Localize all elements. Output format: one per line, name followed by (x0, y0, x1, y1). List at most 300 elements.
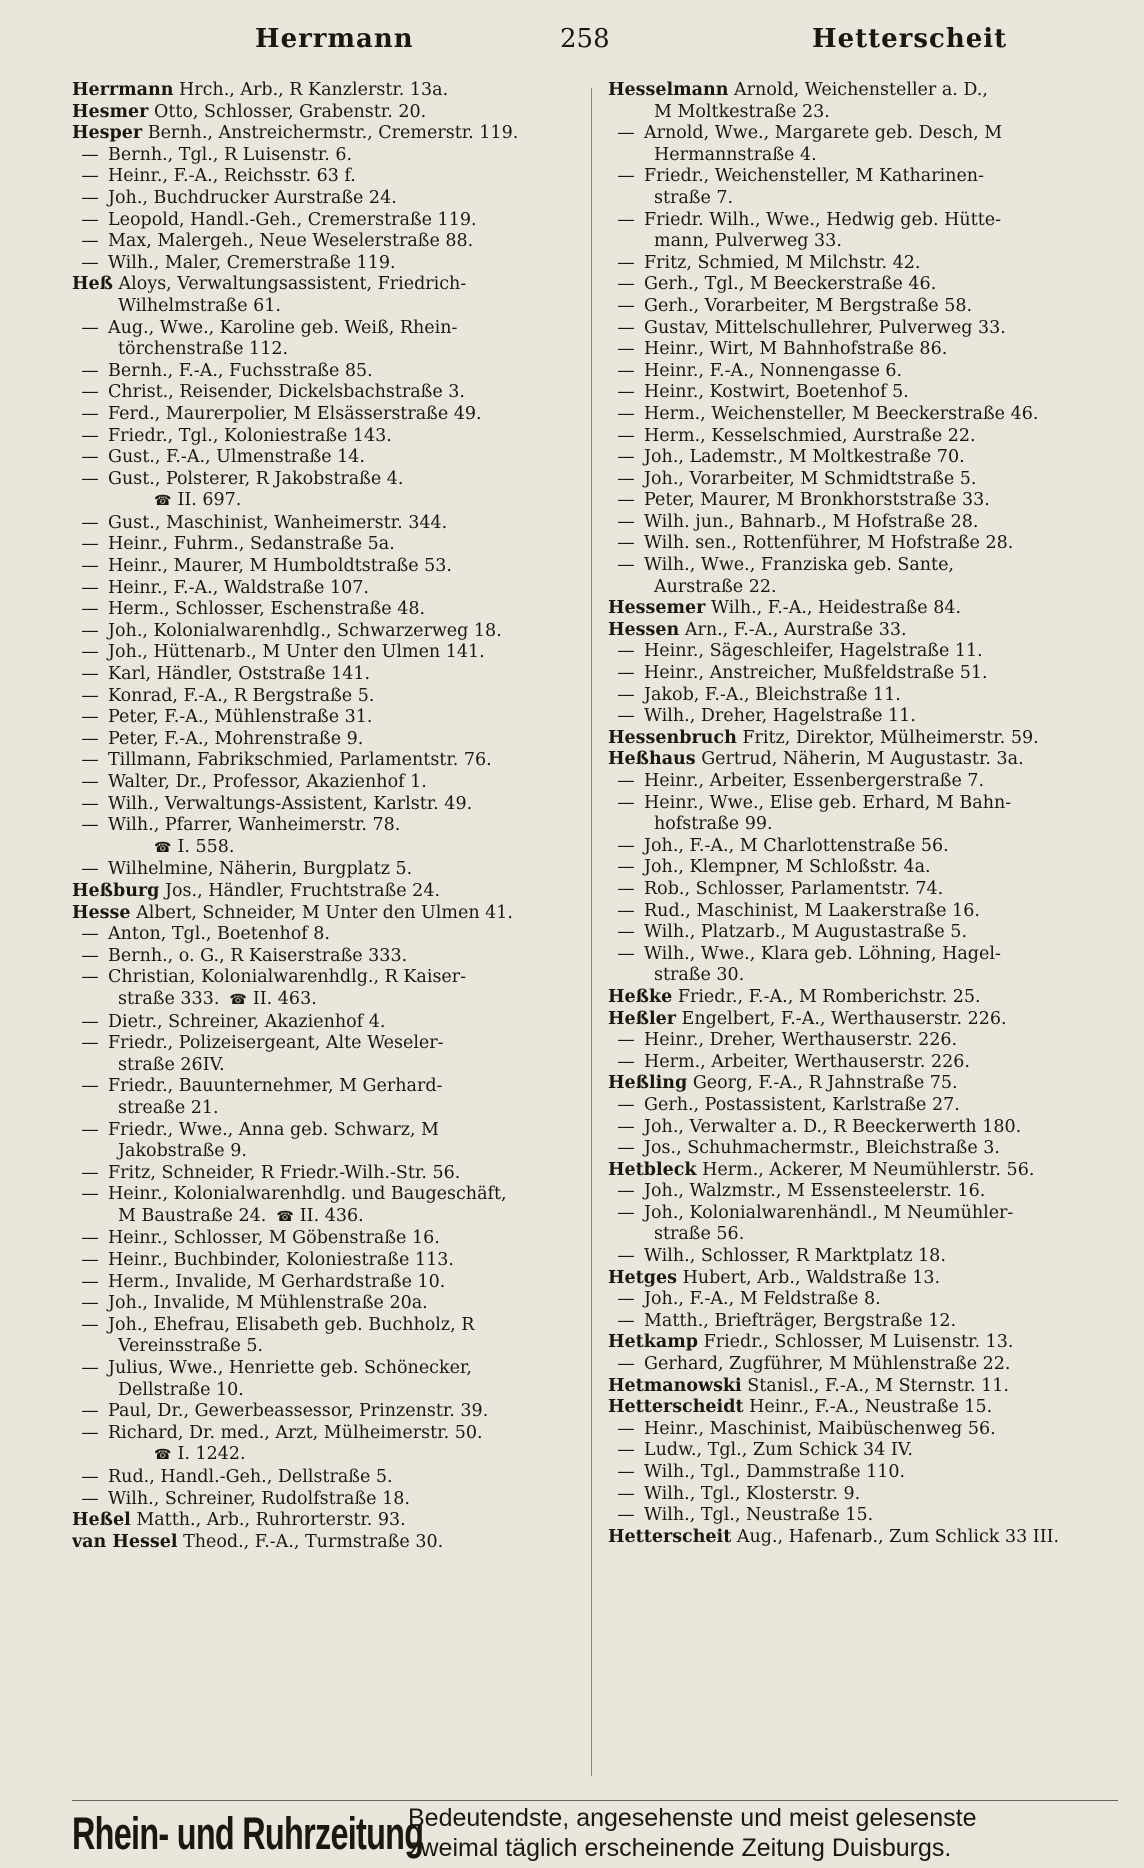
directory-entry (72, 837, 576, 860)
entry-text: Christian, Kolonialwarenhdlg., R Kaiser- (108, 967, 467, 988)
repeat-dash: — (81, 1033, 99, 1054)
entry-text: Friedr., F.-A., M Romberichstr. 25. (677, 986, 981, 1007)
phone-number: I. 1242. (177, 1444, 246, 1465)
entry-text: Jakob, F.-A., Bleichstraße 11. (644, 684, 901, 705)
repeat-dash: — (617, 771, 635, 791)
entry-text: Joh., F.-A., M Feldstraße 8. (644, 1289, 881, 1310)
entry-text: Otto, Schlosser, Grabenstr. 20. (153, 101, 427, 122)
repeat-dash: — (617, 425, 635, 446)
repeat-dash: — (81, 468, 99, 489)
repeat-dash: — (617, 1462, 635, 1482)
directory-entry (608, 706, 1118, 728)
surname: Heßhaus (608, 749, 696, 770)
entry-text: Herm., Invalide, M Gerhardstraße 10. (108, 1271, 446, 1292)
surname: Hesper (72, 123, 143, 144)
page-number: 258 (560, 24, 610, 54)
entry-text: M Baustraße 24. (118, 1205, 267, 1226)
directory-entry (608, 490, 1118, 512)
repeat-dash: — (81, 707, 99, 728)
repeat-dash: — (81, 1488, 99, 1509)
repeat-dash: — (617, 684, 635, 705)
repeat-dash: — (617, 900, 635, 921)
repeat-dash: — (81, 1076, 99, 1097)
directory-entry (608, 166, 1118, 188)
telephone-icon: ☎ (154, 839, 172, 856)
entry-text: Fritz, Direktor, Mülheimerstr. 59. (742, 727, 1039, 748)
directory-entry (608, 1246, 1118, 1268)
directory-entry (608, 1160, 1118, 1182)
entry-text: mann, Pulverweg 33. (654, 231, 842, 252)
entry-text: Joh., Kolonialwarenhdlg., Schwarzerweg 18. (108, 620, 502, 641)
entry-text: Peter, Maurer, M Bronkhorststraße 33. (644, 490, 990, 511)
repeat-dash: — (81, 382, 99, 403)
repeat-dash: — (81, 166, 99, 187)
directory-entry (72, 102, 576, 124)
repeat-dash: — (617, 447, 635, 468)
directory-entry (72, 1401, 576, 1423)
directory-entry (608, 555, 1118, 577)
surname: Herrmann (72, 80, 174, 100)
directory-entry (72, 361, 576, 383)
directory-entry (72, 772, 576, 794)
directory-entry (72, 231, 576, 253)
entry-text: Heinr., F.-A., Reichsstr. 63 f. (108, 166, 356, 187)
entry-text: Richard, Dr. med., Arzt, Mülheimerstr. 50. (108, 1422, 483, 1443)
entry-text: Tillmann, Fabrikschmied, Parlamentstr. 76. (108, 750, 492, 771)
directory-entry (72, 599, 576, 621)
surname: Heß (72, 274, 113, 295)
directory-entry (72, 1012, 576, 1034)
entry-text: Aurstraße 22. (654, 576, 777, 597)
directory-entry (608, 793, 1118, 815)
directory-entry (72, 1098, 576, 1120)
directory-entry (608, 469, 1118, 491)
entry-text: Peter, F.-A., Mohrenstraße 9. (108, 728, 364, 749)
entry-text: Fritz, Schneider, R Friedr.-Wilh.-Str. 56. (108, 1162, 461, 1183)
entry-text: Dellstraße 10. (118, 1379, 244, 1400)
repeat-dash: — (81, 1467, 99, 1487)
surname: Hetterscheit (608, 1526, 732, 1547)
directory-entry (72, 339, 576, 361)
repeat-dash: — (81, 599, 99, 620)
directory-entry (72, 729, 576, 751)
directory-entry (608, 426, 1118, 448)
entry-text: Wilh., Wwe., Klara geb. Löhning, Hagel- (644, 943, 1001, 964)
entry-text: Gertrud, Näherin, M Augustastr. 3a. (701, 749, 1024, 770)
repeat-dash: — (617, 943, 635, 964)
entry-text: Anton, Tgl., Boetenhof 8. (108, 924, 330, 945)
directory-entry (608, 771, 1118, 793)
repeat-dash: — (617, 1181, 635, 1202)
entry-text: Hermannstraße 4. (654, 144, 817, 165)
directory-entry (608, 836, 1118, 858)
directory-entry (608, 188, 1118, 210)
phone-number: II. 436. (299, 1205, 364, 1226)
repeat-dash: — (617, 1354, 635, 1375)
repeat-dash: — (617, 490, 635, 511)
repeat-dash: — (617, 403, 635, 424)
entry-text: Konrad, F.-A., R Bergstraße 5. (108, 685, 375, 706)
column-divider (591, 88, 592, 1776)
entry-text: Friedr., Wwe., Anna geb. Schwarz, M (108, 1119, 439, 1140)
directory-entry (608, 685, 1118, 707)
entry-text: Heinr., Maschinist, Maibüschenweg 56. (644, 1418, 996, 1439)
surname: Heßler (608, 1008, 676, 1029)
repeat-dash: — (617, 1116, 635, 1137)
directory-entry (72, 642, 576, 664)
ad-tagline-1: Bedeutendste, angesehenste und meist gelesenste (408, 1804, 977, 1832)
repeat-dash: — (81, 1314, 99, 1335)
entry-text: Heinr., Kolonialwarenhdlg. und Baugeschäft, (108, 1184, 507, 1205)
directory-entry (72, 80, 576, 102)
left-column (72, 80, 576, 1553)
directory-entry (72, 1184, 576, 1206)
directory-entry (72, 1380, 576, 1402)
directory-entry (608, 749, 1118, 771)
surname: Hesselmann (608, 80, 729, 100)
directory-entry (608, 123, 1118, 145)
directory-entry (608, 1052, 1118, 1074)
directory-entry (72, 1141, 576, 1163)
entry-text: Bernh., Tgl., R Luisenstr. 6. (108, 144, 353, 165)
repeat-dash: — (617, 1505, 635, 1526)
entry-text: Wilh., Platzarb., M Augustastraße 5. (644, 922, 968, 943)
directory-entry (608, 1138, 1118, 1160)
repeat-dash: — (617, 339, 635, 360)
repeat-dash: — (81, 664, 99, 685)
directory-entry (72, 490, 576, 513)
directory-entry (72, 859, 576, 881)
repeat-dash: — (617, 533, 635, 554)
entry-text: Gerh., Tgl., M Beeckerstraße 46. (644, 274, 937, 295)
entry-text: Friedr., Schlosser, M Luisenstr. 13. (703, 1332, 1014, 1353)
directory-entry (608, 145, 1118, 167)
repeat-dash: — (81, 1119, 99, 1140)
directory-entry (72, 794, 576, 816)
surname: Hetmanowski (608, 1375, 742, 1396)
repeat-dash: — (81, 231, 99, 252)
entry-text: Joh., Verwalter a. D., R Beeckerwerth 180. (644, 1116, 1022, 1137)
repeat-dash: — (617, 1094, 635, 1115)
directory-entry (72, 426, 576, 448)
directory-entry (72, 1532, 576, 1554)
repeat-dash: — (81, 1358, 99, 1379)
repeat-dash: — (81, 447, 99, 468)
entry-text: Wilh. sen., Rottenführer, M Hofstraße 28. (644, 533, 1014, 554)
repeat-dash: — (617, 274, 635, 295)
entry-text: Stanisl., F.-A., M Sternstr. 11. (747, 1375, 1009, 1396)
entry-text: straße 30. (654, 965, 745, 986)
phone-number: II. 463. (252, 988, 317, 1009)
directory-entry (608, 447, 1118, 469)
entry-text: Bernh., Anstreichermstr., Cremerstr. 119. (147, 123, 519, 144)
entry-text: Gerhard, Zugführer, M Mühlenstraße 22. (644, 1354, 1011, 1375)
entry-text: Wilhelmstraße 61. (118, 295, 281, 316)
directory-entry (72, 1510, 576, 1532)
entry-text: Matth., Briefträger, Bergstraße 12. (644, 1310, 957, 1331)
entry-text: Gerh., Vorarbeiter, M Bergstraße 58. (644, 295, 973, 316)
entry-text: Hubert, Arb., Waldstraße 13. (682, 1267, 941, 1288)
repeat-dash: — (617, 1030, 635, 1051)
telephone-icon: ☎ (154, 493, 172, 510)
entry-text: Matth., Arb., Ruhrorterstr. 93. (136, 1510, 406, 1531)
directory-entry (608, 274, 1118, 296)
entry-text: Wilh., Tgl., Klosterstr. 9. (644, 1483, 861, 1504)
entry-text: Paul, Dr., Gewerbeassessor, Prinzenstr. 39. (108, 1401, 489, 1422)
entry-text: Arnold, Weichensteller a. D., (734, 80, 988, 100)
entry-text: Wilh., Maler, Cremerstraße 119. (108, 252, 396, 273)
directory-entry (608, 879, 1118, 901)
surname: Hetterscheidt (608, 1397, 744, 1418)
surname: Hessen (608, 619, 680, 640)
directory-entry (608, 339, 1118, 361)
directory-entry (72, 1293, 576, 1315)
directory-entry (608, 1224, 1118, 1246)
entry-text: Herm., Schlosser, Eschenstraße 48. (108, 599, 426, 620)
directory-entry (608, 1311, 1118, 1333)
entry-text: Heinr., Wirt, M Bahnhofstraße 86. (644, 339, 948, 360)
entry-text: Heinr., Schlosser, M Göbenstraße 16. (108, 1228, 440, 1249)
entry-text: Friedr., Tgl., Koloniestraße 143. (108, 425, 392, 446)
directory-entry (608, 987, 1118, 1009)
entry-text: Rud., Maschinist, M Laakerstraße 16. (644, 900, 980, 921)
directory-entry (608, 1009, 1118, 1031)
directory-entry (72, 707, 576, 729)
entry-text: Joh., Klempner, M Schloßstr. 4a. (644, 857, 931, 878)
entry-text: Heinr., Sägeschleifer, Hagelstraße 11. (644, 641, 983, 662)
directory-entry (72, 382, 576, 404)
directory-entry (608, 1332, 1118, 1354)
entry-text: Heinr., Kostwirt, Boetenhof 5. (644, 382, 909, 403)
entry-text: Ludw., Tgl., Zum Schick 34 IV. (644, 1440, 913, 1461)
repeat-dash: — (617, 835, 635, 856)
entry-text: Friedr., Weichensteller, M Katharinen- (644, 166, 984, 187)
directory-entry (72, 166, 576, 188)
directory-entry (72, 1423, 576, 1445)
repeat-dash: — (81, 1271, 99, 1292)
header-first-name: Herrmann (255, 24, 414, 54)
entry-text: Joh., Invalide, M Mühlenstraße 20a. (108, 1293, 428, 1314)
repeat-dash: — (81, 534, 99, 555)
directory-entry (72, 989, 576, 1012)
directory-entry (72, 664, 576, 686)
entry-text: Wilh., F.-A., Heidestraße 84. (710, 598, 962, 619)
repeat-dash: — (617, 1289, 635, 1310)
entry-text: Friedr., Polizeisergeant, Alte Weseler- (108, 1033, 444, 1054)
repeat-dash: — (81, 859, 99, 880)
repeat-dash: — (617, 382, 635, 403)
directory-entry (72, 1206, 576, 1229)
entry-text: Walter, Dr., Professor, Akazienhof 1. (108, 772, 427, 792)
repeat-dash: — (81, 425, 99, 446)
entry-text: Julius, Wwe., Henriette geb. Schönecker, (108, 1358, 472, 1379)
entry-text: Heinr., F.-A., Waldstraße 107. (108, 577, 369, 598)
repeat-dash: — (81, 317, 99, 338)
entry-text: Engelbert, F.-A., Werthauserstr. 226. (681, 1008, 1007, 1029)
directory-entry (72, 621, 576, 643)
repeat-dash: — (81, 209, 99, 230)
directory-entry (72, 815, 576, 837)
repeat-dash: — (617, 1051, 635, 1072)
right-column (608, 80, 1118, 1548)
repeat-dash: — (81, 815, 99, 836)
directory-entry (608, 1484, 1118, 1506)
repeat-dash: — (81, 772, 99, 792)
repeat-dash: — (617, 857, 635, 878)
surname: van Hessel (72, 1531, 178, 1552)
entry-text: Wilh., Dreher, Hagelstraße 11. (644, 706, 916, 727)
directory-entry (72, 1272, 576, 1294)
repeat-dash: — (617, 922, 635, 943)
directory-entry (608, 1440, 1118, 1462)
entry-text: Heinr., F.-A., Neustraße 15. (749, 1397, 993, 1418)
repeat-dash: — (81, 360, 99, 381)
entry-text: Wilh., Wwe., Franziska geb. Sante, (644, 555, 954, 576)
repeat-dash: — (617, 706, 635, 727)
entry-text: Arnold, Wwe., Margarete geb. Desch, M (644, 123, 1003, 144)
entry-text: Joh., Lademstr., M Moltkestraße 70. (644, 447, 965, 468)
directory-entry (72, 447, 576, 469)
directory-entry (72, 1467, 576, 1489)
directory-entry (608, 620, 1118, 642)
telephone-icon: ☎ (154, 1447, 172, 1464)
directory-entry (72, 1076, 576, 1098)
entry-text: Gerh., Postassistent, Karlstraße 27. (644, 1094, 960, 1115)
entry-text: Wilh., Pfarrer, Wanheimerstr. 78. (108, 815, 401, 836)
repeat-dash: — (617, 1202, 635, 1223)
directory-entry (608, 1505, 1118, 1527)
directory-entry (72, 1250, 576, 1272)
repeat-dash: — (81, 945, 99, 966)
entry-text: straße 56. (654, 1224, 745, 1245)
directory-entry (72, 404, 576, 426)
entry-text: Heinr., Arbeiter, Essenbergerstraße 7. (644, 771, 985, 791)
directory-entry (608, 1268, 1118, 1290)
directory-entry (608, 944, 1118, 966)
directory-entry (72, 210, 576, 232)
entry-text: Bernh., F.-A., Fuchsstraße 85. (108, 360, 373, 381)
entry-text: Aug., Hafenarb., Zum Schlick 33 III. (736, 1526, 1060, 1547)
surname: Heßel (72, 1510, 131, 1531)
directory-entry (72, 1489, 576, 1511)
repeat-dash: — (81, 1228, 99, 1249)
repeat-dash: — (81, 1250, 99, 1271)
entry-text: Herm., Arbeiter, Werthauserstr. 226. (644, 1051, 970, 1072)
entry-text: Peter, F.-A., Mühlenstraße 31. (108, 707, 373, 728)
repeat-dash: — (81, 793, 99, 814)
directory-entry (72, 1358, 576, 1380)
repeat-dash: — (81, 750, 99, 771)
directory-entry (608, 965, 1118, 987)
entry-text: Ferd., Maurerpolier, M Elsässerstraße 49. (108, 403, 482, 424)
entry-text: Joh., Kolonialwarenhändl., M Neumühler- (644, 1202, 1014, 1223)
entry-text: Joh., Buchdrucker Aurstraße 24. (108, 187, 397, 208)
entry-text: Georg, F.-A., R Jahnstraße 75. (692, 1073, 958, 1094)
repeat-dash: — (81, 512, 99, 533)
surname: Hessenbruch (608, 727, 737, 748)
entry-text: Gust., Polsterer, R Jakobstraße 4. (108, 468, 404, 489)
directory-entry (608, 1203, 1118, 1225)
repeat-dash: — (81, 403, 99, 424)
entry-text: Herm., Ackerer, M Neumühlerstr. 56. (702, 1159, 1035, 1180)
entry-text: Wilh., Schlosser, R Marktplatz 18. (644, 1246, 946, 1267)
repeat-dash: — (81, 1422, 99, 1443)
directory-entry (72, 881, 576, 903)
entry-text: Wilh., Verwaltungs-Assistent, Karlstr. 49. (108, 793, 473, 814)
directory-entry (72, 253, 576, 275)
repeat-dash: — (81, 1401, 99, 1422)
directory-entry (72, 145, 576, 167)
directory-entry (608, 901, 1118, 923)
entry-text: Leopold, Handl.-Geh., Cremerstraße 119. (108, 209, 477, 230)
repeat-dash: — (81, 144, 99, 165)
entry-text: Wilh. jun., Bahnarb., M Hofstraße 28. (644, 511, 979, 532)
directory-entry (608, 1376, 1118, 1398)
entry-text: Rob., Schlosser, Parlamentstr. 74. (644, 878, 944, 899)
repeat-dash: — (617, 1138, 635, 1159)
directory-entry (72, 750, 576, 772)
repeat-dash: — (617, 1483, 635, 1504)
entry-text: Wilh., Schreiner, Rudolfstraße 18. (108, 1488, 410, 1509)
directory-entry (608, 253, 1118, 275)
entry-text: Aug., Wwe., Karoline geb. Weiß, Rhein- (108, 317, 458, 338)
repeat-dash: — (81, 620, 99, 641)
entry-text: Karl, Händler, Oststraße 141. (108, 664, 371, 685)
directory-entry (608, 512, 1118, 534)
directory-entry (72, 274, 576, 296)
surname: Hesmer (72, 101, 149, 122)
directory-entry (72, 1228, 576, 1250)
directory-entry (72, 1444, 576, 1467)
repeat-dash: — (81, 1011, 99, 1032)
directory-entry (72, 946, 576, 968)
page-header (0, 24, 1144, 68)
directory-entry (608, 598, 1118, 620)
entry-text: M Moltkestraße 23. (654, 101, 830, 122)
entry-text: Heinr., Wwe., Elise geb. Erhard, M Bahn- (644, 792, 1012, 813)
directory-entry (72, 534, 576, 556)
directory-entry (608, 1117, 1118, 1139)
phone-number: I. 558. (177, 836, 235, 857)
repeat-dash: — (617, 663, 635, 684)
directory-entry (608, 1527, 1118, 1549)
directory-entry (72, 556, 576, 578)
entry-text: Jos., Händler, Fruchtstraße 24. (164, 880, 441, 901)
repeat-dash: — (617, 252, 635, 273)
directory-entry (72, 924, 576, 946)
directory-entry (608, 1181, 1118, 1203)
entry-text: Joh., Vorarbeiter, M Schmidtstraße 5. (644, 468, 977, 489)
directory-entry (72, 1033, 576, 1055)
directory-entry (72, 1055, 576, 1077)
repeat-dash: — (617, 468, 635, 489)
directory-entry (72, 469, 576, 491)
repeat-dash: — (617, 1310, 635, 1331)
directory-entry (72, 1120, 576, 1142)
repeat-dash: — (81, 556, 99, 577)
directory-entry (72, 903, 576, 925)
surname: Hetkamp (608, 1332, 698, 1353)
repeat-dash: — (81, 252, 99, 273)
entry-text: Wilhelmine, Näherin, Burgplatz 5. (108, 859, 413, 880)
ad-brand: Rhein- und Ruhrzeitung (72, 1808, 424, 1859)
directory-entry (608, 663, 1118, 685)
directory-entry (608, 814, 1118, 836)
entry-text: Gust., Maschinist, Wanheimerstr. 344. (108, 512, 448, 533)
directory-entry (72, 123, 576, 145)
entry-text: Heinr., Anstreicher, Mußfeldstraße 51. (644, 663, 988, 684)
entry-text: Albert, Schneider, M Unter den Ulmen 41. (136, 902, 513, 923)
